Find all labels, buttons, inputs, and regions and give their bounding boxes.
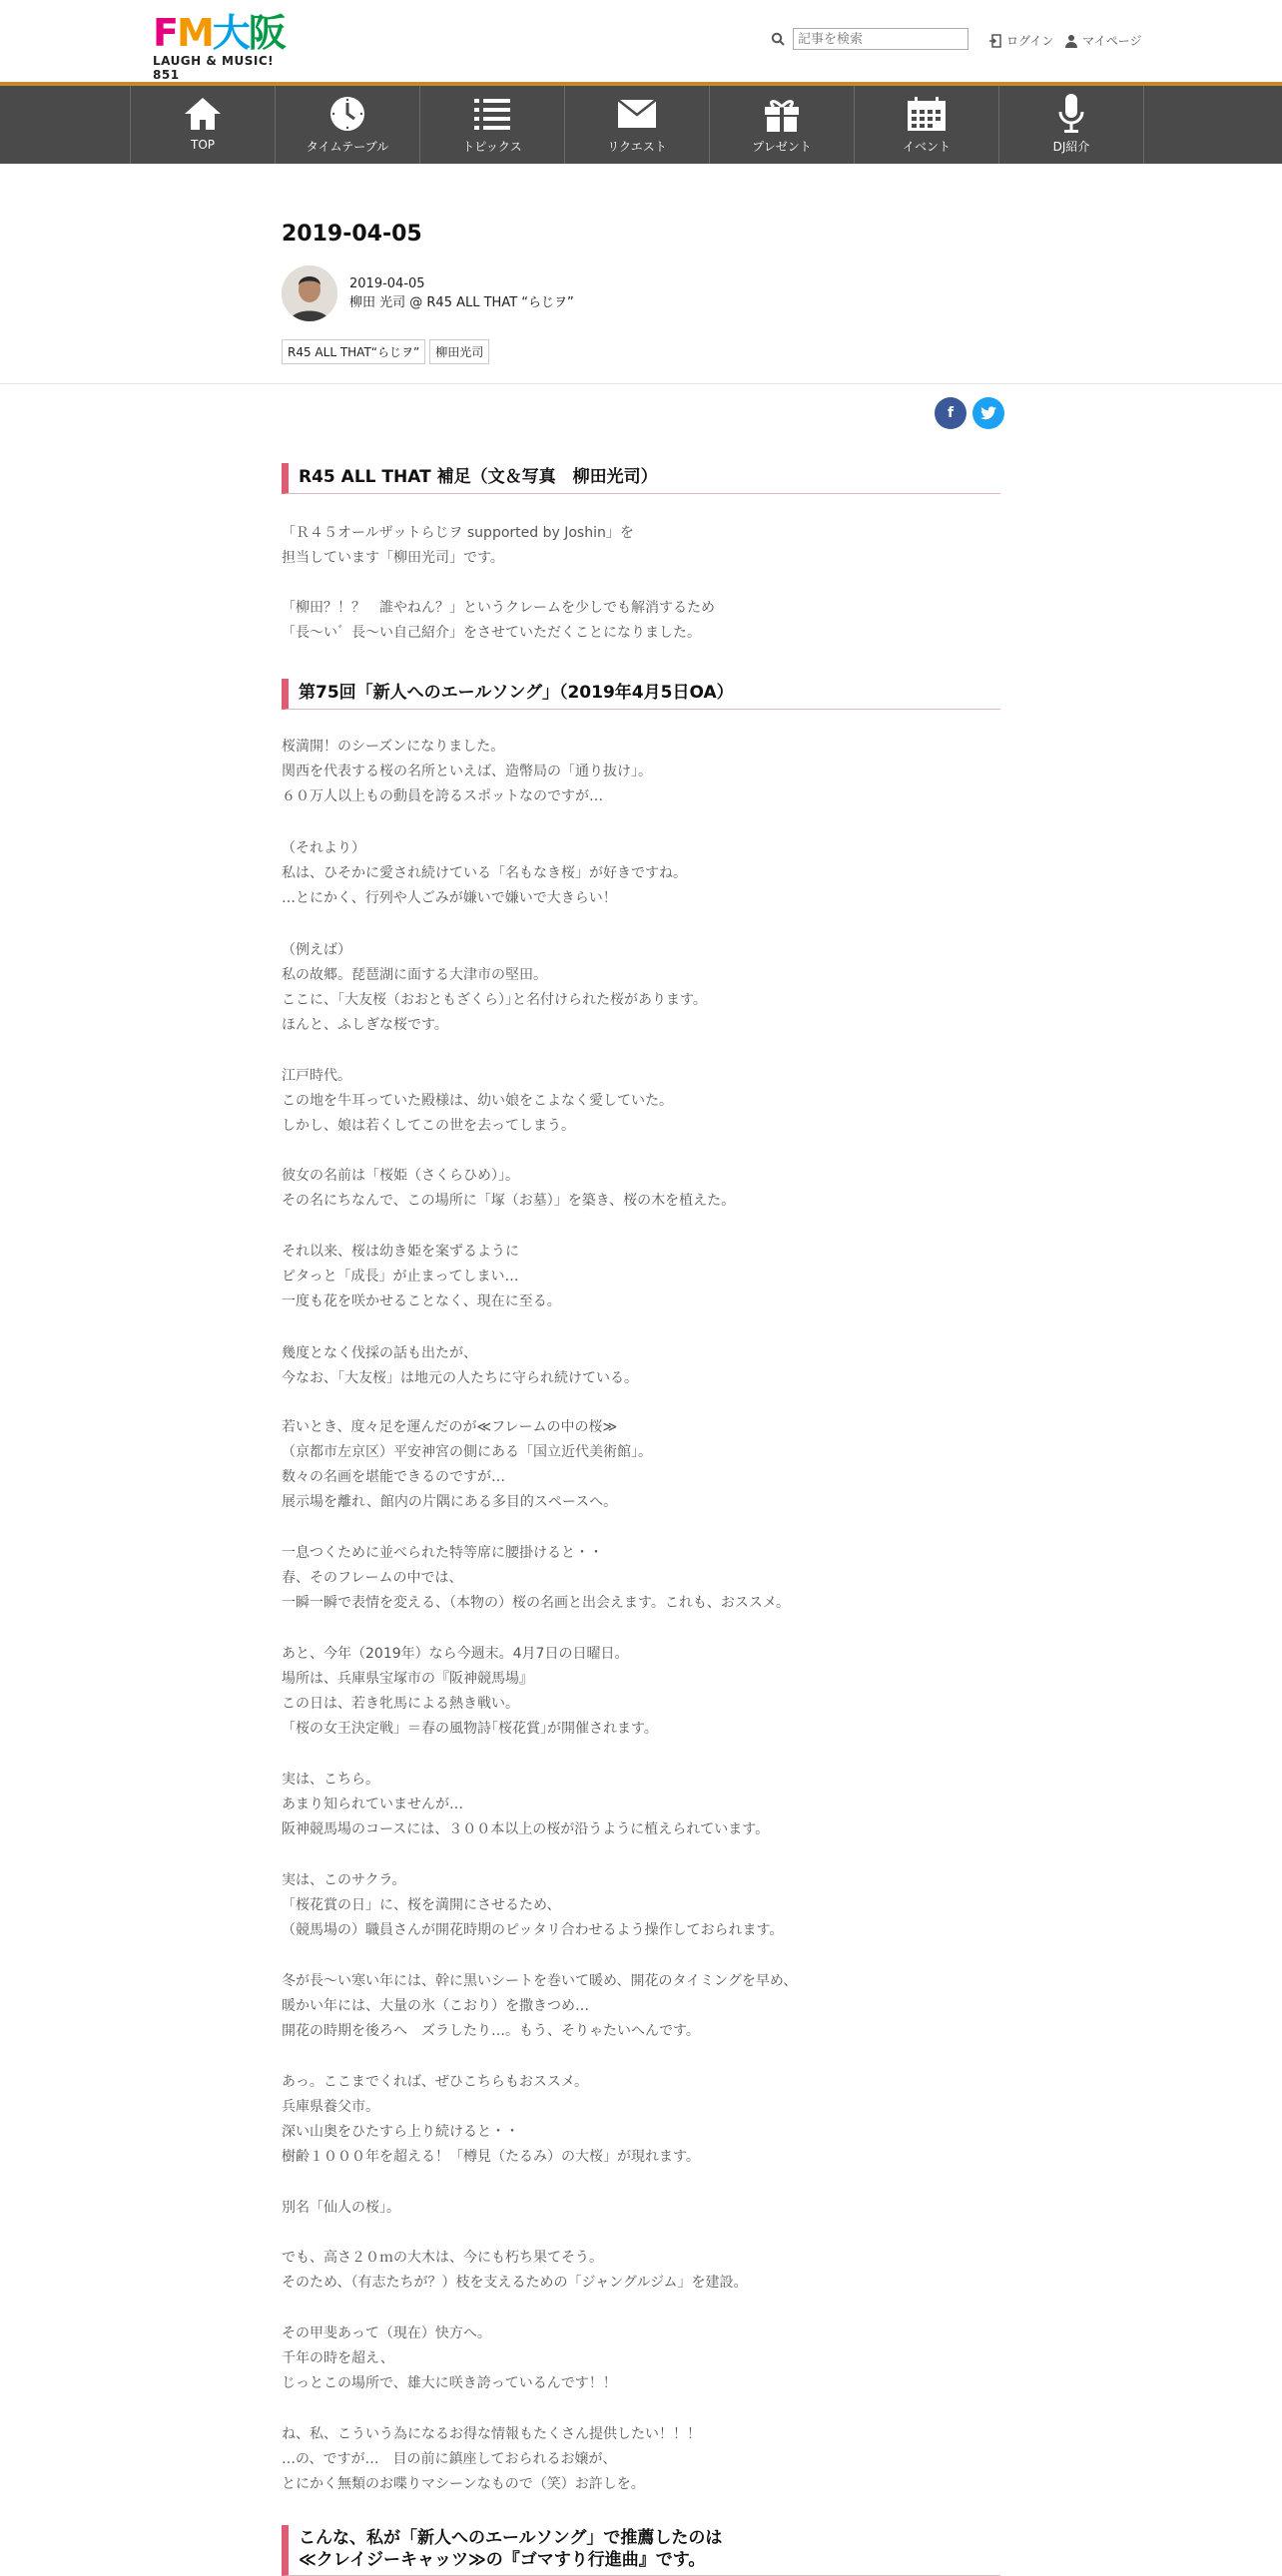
paragraph: 別名「仙人の桜」。 <box>282 2200 400 2216</box>
nav-label: トピックス <box>462 140 522 154</box>
search-icon[interactable] <box>771 32 785 46</box>
login-label: ログイン <box>1006 34 1054 48</box>
twitter-icon <box>980 406 996 420</box>
paragraph: ね、私、こういう為になるお得な情報もたくさん提供したい！！！ …の、ですが… 目の前に鎮座しておられるお嬢が、 とにかく無類のお喋りマシーンなもので（笑）お許しを。 <box>282 2426 701 2492</box>
mail-icon <box>618 100 656 128</box>
nav-item-event[interactable] <box>855 86 999 164</box>
main-nav <box>0 86 1282 164</box>
login-link[interactable] <box>988 32 1053 49</box>
site-logo[interactable] <box>153 11 303 82</box>
paragraph: 実は、こちら。 あまり知られていませんが… 阪神競馬場のコースには、３００本以上の桜が沿うように植えられています。 <box>282 1772 770 1837</box>
paragraph: それ以来、桜は幼き姫を案ずるように ピタっと「成長」が止まってしまい… 一度も花を咲かせることなく、現在に至る。 <box>282 1244 561 1309</box>
tag-list <box>282 339 1000 364</box>
section-heading: 第75回「新人へのエールソング」（2019年4月5日OA） <box>282 679 1000 710</box>
paragraph: 江戸時代。 この地を牛耳っていた殿様は、幼い娘をこよなく愛していた。 しかし、娘は若くしてこの世を去ってしまう。 <box>282 1068 673 1134</box>
microphone-icon <box>1057 94 1085 134</box>
tag-item[interactable]: 柳田光司 <box>429 339 489 364</box>
paragraph: 彼女の名前は「桜姫（さくらひめ）」。 その名にちなんで、この場所に「塚（お墓）」を築き、桜の木を植えた。 <box>282 1168 736 1209</box>
paragraph: でも、高さ２０ｍの大木は、今にも朽ち果てそう。 そのため、（有志たちが？）枝を支えるための「ジャングルジム」を建設。 <box>282 2250 748 2291</box>
paragraph: （例えば） 私の故郷。琵琶湖に面する大津市の堅田。 ここに、｢大友桜（おおともざくら）｣と名付けられた桜があります。 ほんと、ふしぎな桜です。 <box>282 942 707 1033</box>
nav-label: DJ紹介 <box>1052 140 1090 154</box>
nav-item-request[interactable] <box>565 86 710 164</box>
post-date: 2019-04-05 <box>349 276 425 291</box>
nav-label: タイムテーブル <box>306 140 389 154</box>
user-icon <box>1064 34 1078 48</box>
paragraph: 一息つくために並べられた特等席に腰掛けると・・ 春、そのフレームの中では、 一瞬一瞬で表情を変える、（本物の）桜の名画と出会えます。これも、おススメ。 <box>282 1545 791 1611</box>
nav-item-present[interactable] <box>710 86 855 164</box>
paragraph: 桜満開！のシーズンになりました。 関西を代表する桜の名所といえば、造幣局の「通り抜け」。 ６０万人以上もの動員を誇るスポットなのですが… <box>282 739 652 804</box>
list-icon <box>474 98 510 130</box>
paragraph: 実は、このサクラ。 「桜花賞の日」に、桜を満開にさせるため、 （競馬場の）職員さんが開花時期のピッタリ合わせるよう操作しておられます。 <box>282 1872 784 1938</box>
nav-label: イベント <box>902 140 951 154</box>
nav-label: リクエスト <box>607 140 667 154</box>
paragraph: あっ。ここまでくれば、ぜひこちらもおススメ。 兵庫県養父市。 深い山奥をひたすら上り続けると・・ 樹齢１０００年を超える！「樽見（たるみ）の大桜」が現れます。 <box>282 2074 700 2165</box>
nav-item-topics[interactable] <box>420 86 565 164</box>
facebook-share-button[interactable] <box>935 397 966 429</box>
author-avatar[interactable] <box>282 265 337 321</box>
mypage-label: マイページ <box>1082 34 1142 48</box>
article-title: 2019-04-05 <box>282 222 422 247</box>
author-name[interactable]: 柳田 光司 @ R45 ALL THAT “らじヲ” <box>349 295 574 310</box>
site-header <box>0 0 1282 84</box>
logo-wordmark: FM大阪 <box>153 11 285 55</box>
author-block <box>282 265 1000 321</box>
nav-label: プレゼント <box>752 140 812 154</box>
paragraph: その甲斐あって（現在）快方へ。 千年の時を超え、 じっとこの場所で、雄大に咲き誇っているんです！！ <box>282 2325 617 2391</box>
paragraph: あと、今年（2019年）なら今週末。4月7日の日曜日。 場所は、兵庫県宝塚市の『阪神競馬場』 この日は、若き牝馬による熱き戦い。 「桜の女王決定戦」＝春の風物詩｢桜花賞｣が開催されます。 <box>282 1646 658 1737</box>
search-box <box>771 28 968 50</box>
facebook-icon: f <box>947 405 955 421</box>
paragraph: 「Ｒ４５オールザットらじヲ supported by Joshin」を 担当しています「柳田光司」です。 <box>282 525 634 566</box>
home-icon <box>183 96 223 132</box>
search-input[interactable] <box>793 28 968 50</box>
nav-label: TOP <box>190 138 215 152</box>
tag-item[interactable]: R45 ALL THAT“らじヲ” <box>282 339 425 364</box>
paragraph: 幾度となく伐採の話も出たが、 今なお、「大友桜」は地元の人たちに守られ続けている。 <box>282 1345 638 1386</box>
clock-icon <box>328 95 366 133</box>
mypage-link[interactable] <box>1064 32 1142 49</box>
paragraph: 冬が長～い寒い年には、幹に黒いシートを巻いて暖め、開花のタイミングを早め、 暖かい年には、大量の氷（こおり）を撒きつめ… 開花の時期を後ろへ ズラしたり…。もう、そりゃたいへんです。 <box>282 1973 798 2039</box>
share-buttons <box>929 397 1004 429</box>
nav-item-top[interactable] <box>131 86 276 164</box>
login-icon <box>988 34 1002 48</box>
calendar-icon <box>908 97 946 131</box>
gift-icon <box>764 96 800 132</box>
section-heading: こんな、私が「新人へのエールソング」で推薦したのは ≪クレイジーキャッツ≫の『ゴマすり行進曲』です。 <box>282 2525 1000 2576</box>
paragraph: （それより） 私は、ひそかに愛され続けている「名もなき桜」が好きですね。 …とにかく、行列や人ごみが嫌いで嫌いで大きらい！ <box>282 840 687 906</box>
paragraph: 「柳田？！？ 誰やねん？」というクレームを少しでも解消するため 「長～い゛長～い自己紹介」をさせていただくことになりました。 <box>282 600 715 641</box>
divider <box>0 383 1282 384</box>
paragraph: 若いとき、度々足を運んだのが≪フレームの中の桜≫ （京都市左京区）平安神宮の側にある「国立近代美術館」。 数々の名画を堪能できるのですが… 展示場を離れ、館内の片隅にある多目的スペースへ。 <box>282 1419 652 1510</box>
section-heading: R45 ALL THAT 補足（文＆写真 柳田光司） <box>282 463 1000 494</box>
nav-item-timetable[interactable] <box>276 86 420 164</box>
logo-tagline: LAUGH & MUSIC! 851 <box>153 54 275 82</box>
twitter-share-button[interactable] <box>972 397 1004 429</box>
nav-item-dj[interactable] <box>999 86 1144 164</box>
